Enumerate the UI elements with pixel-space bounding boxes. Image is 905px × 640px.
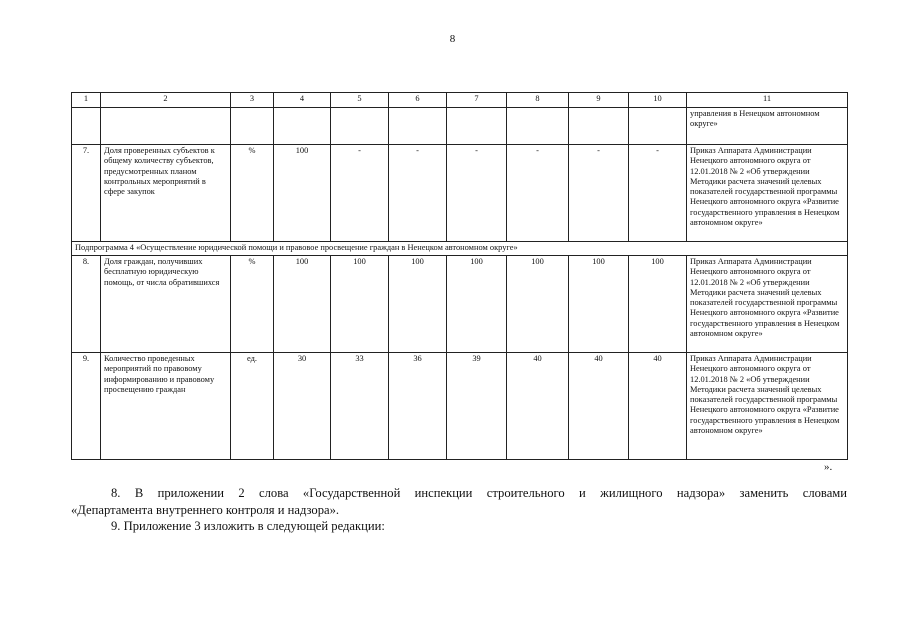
header-cell: 5 xyxy=(331,93,389,108)
indicator-name: Доля граждан, получивших бесплатную юридическую помощь, от числа обратившихся xyxy=(101,256,231,353)
header-cell: 9 xyxy=(569,93,629,108)
header-cell: 11 xyxy=(687,93,848,108)
page-number: 8 xyxy=(449,33,456,45)
value-cell: 100 xyxy=(274,256,331,353)
header-cell: 1 xyxy=(72,93,101,108)
empty-cell xyxy=(231,108,274,145)
value-cell: 100 xyxy=(569,256,629,353)
header-cell: 8 xyxy=(507,93,569,108)
value-cell: 100 xyxy=(629,256,687,353)
value-cell: - xyxy=(629,145,687,242)
row-number: 9. xyxy=(72,353,101,460)
paragraph-8 xyxy=(71,485,847,519)
value-cell: - xyxy=(389,145,447,242)
paragraph-9: 9. Приложение 3 изложить в следующей редакции: xyxy=(111,519,385,533)
value-cell: 30 xyxy=(274,353,331,460)
value-cell: - xyxy=(331,145,389,242)
subprogram-title: Подпрограмма 4 «Осуществление юридической помощи и правовое просвещение граждан в Ненецком автономном округе» xyxy=(72,242,848,256)
value-cell: 40 xyxy=(569,353,629,460)
value-cell: - xyxy=(569,145,629,242)
row-number: 7. xyxy=(72,145,101,242)
basis-cell: управления в Ненецком автономном округе» xyxy=(687,108,848,145)
value-cell: - xyxy=(507,145,569,242)
value-cell: 100 xyxy=(389,256,447,353)
header-cell: 2 xyxy=(101,93,231,108)
value-cell: 33 xyxy=(331,353,389,460)
value-cell: 36 xyxy=(389,353,447,460)
header-cell: 10 xyxy=(629,93,687,108)
empty-cell xyxy=(629,108,687,145)
basis-cell: Приказ Аппарата Администрации Ненецкого автономного округа от 12.01.2018 № 2 «Об утверждении Методики расчета значений целевых показателей государственной программы Ненецкого автономного округа «Развитие государственного управления в Ненецком автономном округе» xyxy=(687,145,848,242)
header-cell: 6 xyxy=(389,93,447,108)
empty-cell xyxy=(389,108,447,145)
value-cell: 100 xyxy=(507,256,569,353)
header-cell: 7 xyxy=(447,93,507,108)
empty-cell xyxy=(569,108,629,145)
empty-cell xyxy=(72,108,101,145)
basis-cell: Приказ Аппарата Администрации Ненецкого автономного округа от 12.01.2018 № 2 «Об утверждении Методики расчета значений целевых показателей государственной программы Ненецкого автономного округа «Развитие государственного управления в Ненецком автономном округе» xyxy=(687,353,848,460)
header-cell: 4 xyxy=(274,93,331,108)
value-cell: 100 xyxy=(331,256,389,353)
table-row-continuation xyxy=(72,108,848,145)
value-cell: 100 xyxy=(447,256,507,353)
paragraph-8-line2: «Департамента внутреннего контроля и надзора». xyxy=(71,503,340,517)
empty-cell xyxy=(447,108,507,145)
indicator-name: Количество проведенных мероприятий по правовому информированию и правовому просвещению граждан xyxy=(101,353,231,460)
row-number: 8. xyxy=(72,256,101,353)
value-cell: - xyxy=(447,145,507,242)
header-cell: 3 xyxy=(231,93,274,108)
value-cell: 39 xyxy=(447,353,507,460)
value-cell: 40 xyxy=(629,353,687,460)
closing-quote: ». xyxy=(824,461,833,473)
subprogram-row xyxy=(72,242,848,256)
basis-cell: Приказ Аппарата Администрации Ненецкого автономного округа от 12.01.2018 № 2 «Об утверждении Методики расчета значений целевых показателей государственной программы Ненецкого автономного округа «Развитие государственного управления в Ненецком автономном округе» xyxy=(687,256,848,353)
table-row xyxy=(72,145,848,242)
table-row xyxy=(72,256,848,353)
unit-cell: ед. xyxy=(231,353,274,460)
unit-cell: % xyxy=(231,256,274,353)
value-cell: 100 xyxy=(274,145,331,242)
unit-cell: % xyxy=(231,145,274,242)
empty-cell xyxy=(274,108,331,145)
indicators-table xyxy=(71,92,848,460)
empty-cell xyxy=(507,108,569,145)
paragraph-8-line1: 8. В приложении 2 слова «Государственной инспекции строительного и жилищного надзора» заменить словами xyxy=(111,486,847,500)
indicator-name: Доля проверенных субъектов к общему количеству субъектов, предусмотренных планом контрольных мероприятий в сфере закупок xyxy=(101,145,231,242)
value-cell: 40 xyxy=(507,353,569,460)
empty-cell xyxy=(331,108,389,145)
table-header-row xyxy=(72,93,848,108)
table-row xyxy=(72,353,848,460)
empty-cell xyxy=(101,108,231,145)
